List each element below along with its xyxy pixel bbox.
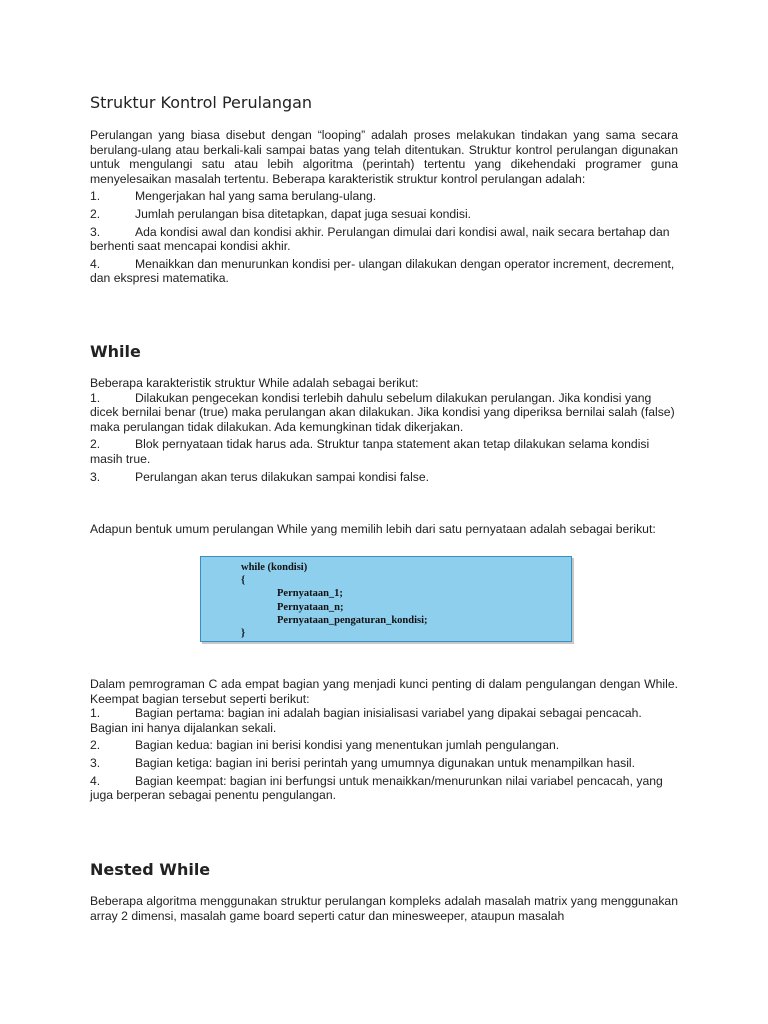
parts-intro: Dalam pemrograman C ada empat bagian yang menjadi kunci penting di dalam pengulangan dengan While. Keempat bagian tersebut seperti berikut: (90, 677, 678, 706)
code-line: Pernyataan_n; (277, 601, 344, 613)
code-line: Pernyataan_1; (277, 588, 343, 600)
section-while-body (90, 376, 678, 484)
list-item: 1. Mengerjakan hal yang sama berulang-ulang. (90, 189, 377, 204)
section-title-struktur: Struktur Kontrol Perulangan (90, 93, 313, 112)
list-item: 4. Bagian keempat: bagian ini berfungsi untuk menaikkan/menurunkan nilai variabel pencacah, yang juga berperan sebagai penentu pengulangan. (90, 773, 663, 803)
list-item: 2. Blok pernyataan tidak harus ada. Struktur tanpa statement akan tetap dilakukan selama kondisi masih true. (90, 437, 650, 466)
code-line: } (241, 628, 246, 640)
section-struktur-body (90, 128, 678, 286)
list-item: 3. Ada kondisi awal dan kondisi akhir. Perulangan dimulai dari kondisi awal, naik secara bertahap dan berhenti saat mencapai kondisi akhir. (90, 224, 670, 254)
while-intro: Beberapa karakteristik struktur While adalah sebagai berikut: (90, 376, 419, 390)
code-line: { (241, 575, 246, 587)
section-title-nested-while: Nested While (90, 860, 211, 879)
list-item: 4. Menaikkan dan menurunkan kondisi per- ulangan dilakukan dengan operator increment, decrement, dan ekspresi matematika. (90, 256, 675, 286)
nested-intro: Beberapa algoritma menggunakan struktur perulangan kompleks adalah masalah matrix yang menggunakan array 2 dimensi, masalah game board seperti catur dan minesweeper, ataupun masalah (90, 894, 678, 923)
intro-paragraph: Perulangan yang biasa disebut dengan “looping” adalah proses melakukan tindakan yang sama secara berulang-ulang atau berkali-kali sampai batas yang telah ditentukan. Struktur kontrol perulangan digunakan untuk mengulangi satu atau lebih algoritma (perintah) tertentu yang dikehendaki programer guna menyelesaikan masalah tertentu. Beberapa karakteristik struktur kontrol perulangan adalah: (90, 128, 678, 186)
list-item: 3. Perulangan akan terus dilakukan sampai kondisi false. (90, 469, 430, 484)
code-box (200, 556, 572, 642)
parts-body (90, 677, 678, 803)
list-item: 3. Bagian ketiga: bagian ini berisi perintah yang umumnya digunakan untuk menampilkan hasil. (90, 755, 635, 770)
form-intro: Adapun bentuk umum perulangan While yang memilih lebih dari satu pernyataan adalah sebagai berikut: (90, 522, 656, 536)
code-line: Pernyataan_pengaturan_kondisi; (277, 614, 428, 626)
code-line: while (kondisi) (241, 562, 308, 573)
list-item: 2. Bagian kedua: bagian ini berisi kondisi yang menentukan jumlah pengulangan. (90, 738, 560, 753)
section-title-while: While (90, 342, 141, 361)
list-item: 1. Bagian pertama: bagian ini adalah bagian inisialisasi variabel yang dipakai sebagai pencacah. Bagian ini hanya dijalankan sekali. (90, 706, 642, 735)
list-item: 1. Dilakukan pengecekan kondisi terlebih dahulu sebelum dilakukan perulangan. Jika kondisi yang dicek bernilai benar (true) maka perulangan akan dilakukan. Jika kondisi yang diperiksa bernilai salah (false) maka perulangan tidak dilakukan. Ada kemungkinan tidak dikerjakan. (90, 390, 675, 434)
list-item: 2. Jumlah perulangan bisa ditetapkan, dapat juga sesuai kondisi. (90, 206, 472, 221)
